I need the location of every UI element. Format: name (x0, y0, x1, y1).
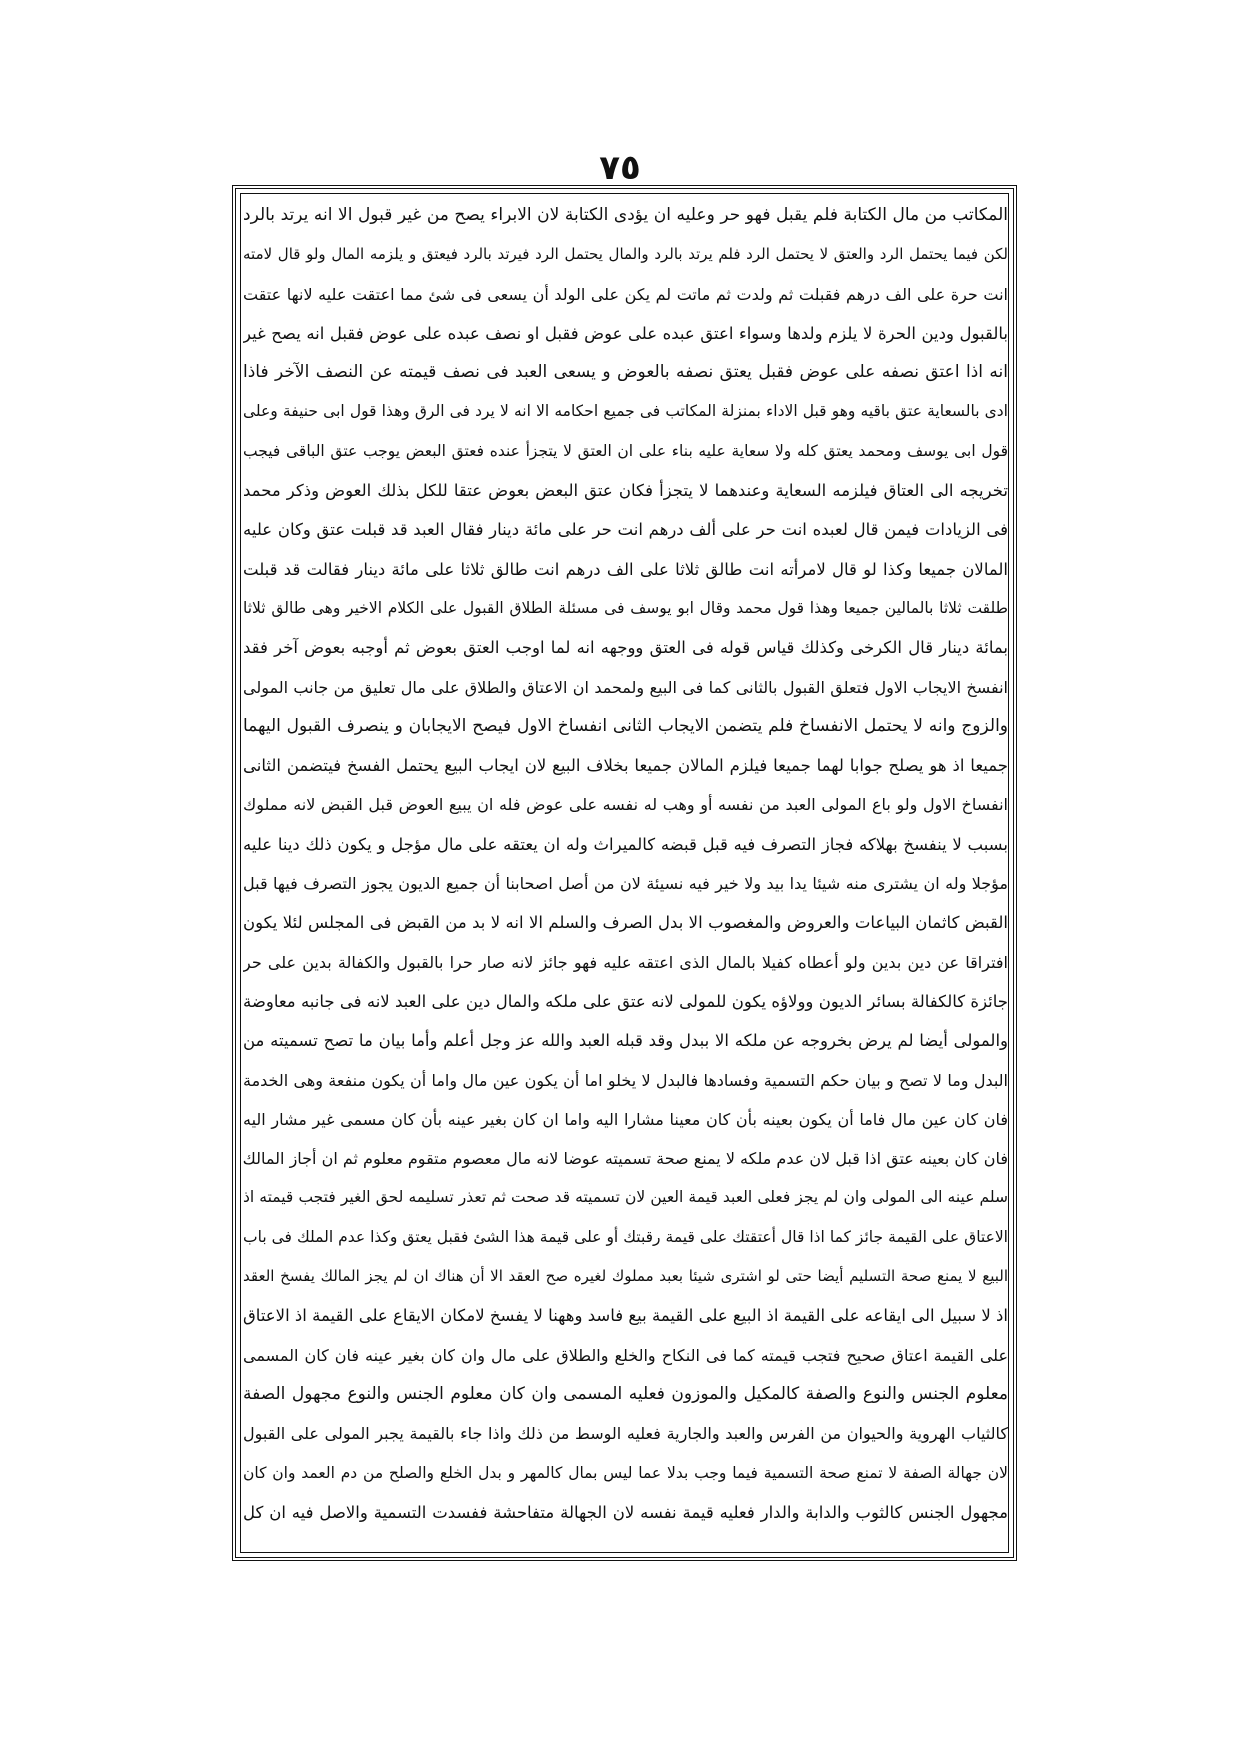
text-line: معلوم الجنس والنوع والصفة كالمكيل والموزون فعليه المسمى وان كان معلوم الجنس والنوع مجهول الصفة (243, 1383, 1008, 1404)
text-line: ادى بالسعاية عتق باقيه وهو قبل الاداء بمنزلة المكاتب فى جميع احكامه الا انه لا يرد فى الرق وهذا قول ابى حنيفة وعلى (243, 402, 1008, 421)
text-line: افتراقا عن دين بدين ولو أعطاه كفيلا بالمال الذى اعتقه عليه فهو جائز لانه صار حرا بالقبول والكفالة بدين على حر (243, 952, 1008, 972)
text-line: المالان جميعا وكذا لو قال لامرأته انت طالق ثلاثا على الف درهم انت طالق ثلاثا على مائة دينار فقالت قد قبلت (243, 559, 1008, 579)
text-line: لان جهالة الصفة لا تمنع صحة التسمية فيما وجب بدلا عما ليس بمال كالمهر و بدل الخلع والصلح من دم العمد وان كان (243, 1463, 1008, 1482)
text-line: الاعتاق على القيمة جائز كما اذا قال أعتقتك على قيمة رقبتك أو على قيمة هذا الشئ فقبل يعتق وكذا عدم الملك فى باب (243, 1227, 1008, 1246)
text-line: المكاتب من مال الكتابة فلم يقبل فهو حر وعليه ان يؤدى الكتابة لان الابراء يصح من غير قبول الا انه يرتد بالرد (243, 205, 1008, 225)
text-line: البيع لا يمنع صحة التسليم أيضا حتى لو اشترى شيئا بعبد مملوك لغيره صح العقد الا أن هناك ان لم يجز المالك يفسخ العقد (243, 1267, 1008, 1286)
text-line: كالثياب الهروية والحيوان من الفرس والعبد والجارية فعليه الوسط من ذلك واذا جاء بالقيمة يجبر المولى على القبول (243, 1424, 1008, 1444)
text-line: انفساخ الاول ولو باع المولى العبد من نفسه أو وهب له نفسه على عوض فله ان يبيع العوض قبل القبض لانه مملوك (243, 795, 1008, 815)
text-line: على القيمة اعتاق صحيح فتجب قيمته كما فى النكاح والخلع والطلاق على مال وان كان بغير عينه فان كان المسمى (243, 1345, 1008, 1365)
text-line: طلقت ثلاثا بالمالين جميعا وهذا قول محمد وقال ابو يوسف فى مسئلة الطلاق القبول على الكلام الاخير وهى طالق ثلاثا (243, 598, 1008, 617)
text-line: بمائة دينار قال الكرخى وكذلك قياس قوله فى العتق ووجهه انه لما اوجب العتق بعوض ثم أوجبه بعوض آخر فقد (243, 638, 1008, 658)
text-line: انت حرة على الف درهم فقبلت ثم ولدت ثم ماتت لم يكن على الولد أن يسعى فى شئ مما اعتقت عليه لانها عتقت (243, 284, 1008, 304)
text-line: فى الزيادات فيمن قال لعبده انت حر على ألف درهم انت حر على مائة دينار فقال العبد قد قبلت عتق وكان عليه (243, 520, 1008, 540)
text-line: والمولى أيضا لم يرض بخروجه عن ملكه الا ببدل وقد قبله العبد والله عز وجل أعلم وأما بيان ما تصح تسميته من (243, 1031, 1008, 1051)
text-line: جائزة كالكفالة بسائر الديون وولاؤه يكون للمولى لانه عتق على ملكه والمال دين على العبد لانه فى جانبه معاوضة (243, 991, 1008, 1011)
text-line: والزوج وانه لا يحتمل الانفساخ فلم يتضمن الايجاب الثانى انفساخ الاول فيصح الايجابان و ينصرف القبول اليهما (243, 715, 1008, 736)
body-text (243, 196, 1008, 1532)
text-line: بالقبول ودين الحرة لا يلزم ولدها وسواء اعتق عبده على عوض فقبل او نصف عبده على عوض فقبل انه يصح غير (243, 323, 1008, 343)
text-line: سلم عينه الى المولى وان لم يجز فعلى العبد قيمة العين لان تسميته قد صحت ثم تعذر تسليمه لحق الغير فتجب قيمته اذ (243, 1188, 1008, 1207)
text-line: قول ابى يوسف ومحمد يعتق كله ولا سعاية عليه بناء على ان العتق لا يتجزأ عنده فعتق البعض يوجب عتق الباقى فيجب (243, 441, 1008, 460)
text-line: مؤجلا وله ان يشترى منه شيئا يدا بيد ولا خير فيه نسيئة لان من أصل اصحابنا أن جميع الديون يجوز التصرف فيها قبل (243, 874, 1008, 894)
text-line: القبض كاثمان البياعات والعروض والمغصوب الا بدل الصرف والسلم الا انه لا بد من القبض فى المجلس لئلا يكون (243, 913, 1008, 933)
page-number: ٧٥ (599, 148, 641, 188)
text-line: بسبب لا ينفسخ بهلاكه فجاز التصرف فيه قبل قبضه كالميراث وله ان يعتقه على مال مؤجل و يكون ذلك دينا عليه (243, 834, 1008, 854)
text-line: فان كان بعينه عتق اذا قبل لان عدم ملكه لا يمنع صحة تسميته عوضا لانه مال معصوم متقوم معلوم ثم ان أجاز المالك (243, 1149, 1008, 1169)
text-line: انفسخ الايجاب الاول فتعلق القبول بالثانى كما فى البيع ولمحمد ان الاعتاق والطلاق على مال تعليق من جانب المولى (243, 677, 1008, 697)
text-line: انه اذا اعتق نصفه على عوض فقبل يعتق نصفه بالعوض و يسعى العبد فى نصف قيمته عن النصف الآخر فاذا (243, 362, 1008, 383)
text-line: اذ لا سبيل الى ايقاعه على القيمة اذ البيع على القيمة بيع فاسد وههنا لا يفسخ لامكان الايقاع على القيمة اذ الاعتاق (243, 1306, 1008, 1326)
text-line: تخريجه الى العتاق فيلزمه السعاية وعندهما لا يتجزأ فكان عتق البعض بعوض عتقا للكل بذلك العوض وذكر محمد (243, 481, 1008, 501)
text-line: لكن فيما يحتمل الرد والعتق لا يحتمل الرد فلم يرتد بالرد والمال يحتمل الرد فيرتد بالرد فيعتق و يلزمه المال ولو قال لامته (243, 245, 1008, 264)
text-line: مجهول الجنس كالثوب والدابة والدار فعليه قيمة نفسه لان الجهالة متفاحشة ففسدت التسمية والاصل فيه ان كل (243, 1502, 1008, 1522)
text-line: جميعا اذ هو يصلح جوابا لهما جميعا فيلزم المالان جميعا بخلاف البيع لان ايجاب البيع يحتمل الفسخ فيتضمن الثانى (243, 756, 1008, 776)
text-line: فان كان عين مال فاما أن يكون بعينه بأن كان معينا مشارا اليه واما ان كان بغير عينه بأن كان مسمى غير مشار اليه (243, 1109, 1008, 1129)
text-line: البدل وما لا تصح و بيان حكم التسمية وفسادها فالبدل لا يخلو اما أن يكون عين مال واما أن يكون منفعة وهى الخدمة (243, 1070, 1008, 1090)
